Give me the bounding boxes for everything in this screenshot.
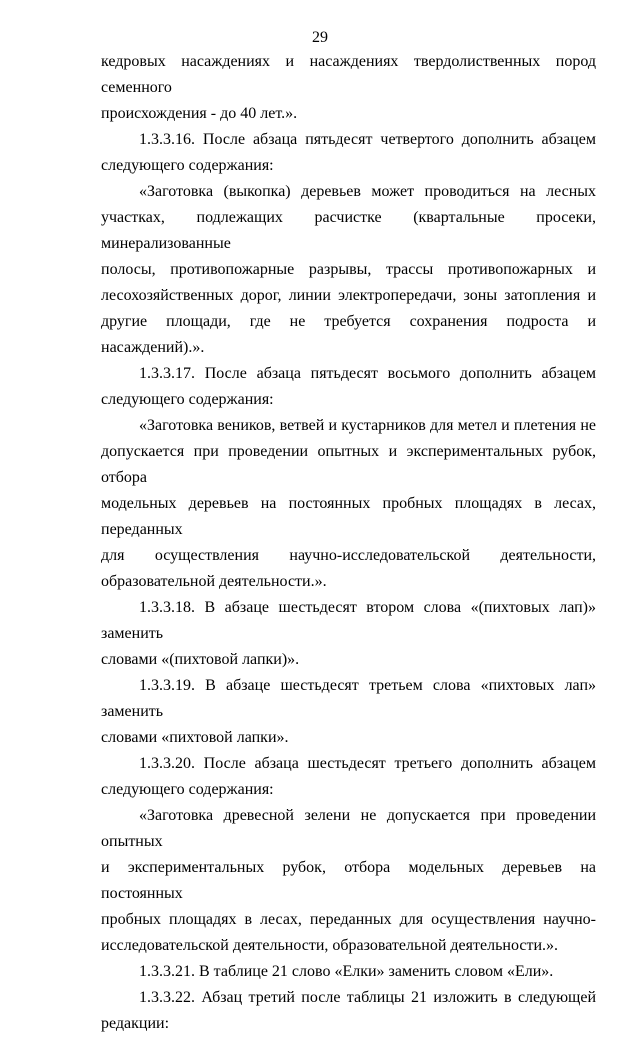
paragraph-quote-drevesnaya-zelen [101, 803, 596, 959]
text-line: 1.3.3.19. В абзаце шестьдесят третьем слова «пихтовых лап» заменить [101, 677, 596, 720]
text-line: следующего содержания: [101, 157, 274, 174]
text-line: участках, подлежащих расчистке (квартальные просеки, минерализованные [101, 209, 596, 252]
paragraph-continuation [101, 49, 596, 127]
text-line: допускается при проведении опытных и экспериментальных рубок, отбора [101, 443, 596, 486]
document-body [101, 49, 596, 1037]
paragraph-quote-veniki [101, 413, 596, 595]
text-line: 1.3.3.22. Абзац третий после таблицы 21 изложить в следующей [139, 989, 596, 1006]
text-line: следующего содержания: [101, 391, 274, 408]
text-line: 1.3.3.17. После абзаца пятьдесят восьмого дополнить абзацем [139, 365, 596, 382]
text-line: 1.3.3.20. После абзаца шестьдесят третьего дополнить абзацем [139, 755, 596, 772]
text-line: лесохозяйственных дорог, линии электропередачи, зоны затопления и [101, 287, 596, 304]
paragraph-1-3-3-18 [101, 595, 596, 673]
text-line: словами «пихтовой лапки». [101, 729, 289, 746]
text-line: другие площади, где не требуется сохранения подроста и насаждений).». [101, 313, 596, 356]
paragraph-quote-vykopka [101, 179, 596, 361]
paragraph-1-3-3-19 [101, 673, 596, 751]
text-line: и экспериментальных рубок, отбора модельных деревьев на постоянных [101, 859, 596, 902]
text-line: для осуществления научно-исследовательской деятельности, [101, 547, 596, 564]
text-line: 1.3.3.18. В абзаце шестьдесят втором слова «(пихтовых лап)» заменить [101, 599, 596, 642]
text-line: редакции: [101, 1015, 170, 1032]
page-number: 29 [312, 29, 328, 46]
text-line: кедровых насаждениях и насаждениях твердолиственных пород семенного [101, 53, 596, 96]
text-line: образовательной деятельности.». [101, 573, 327, 590]
paragraph-1-3-3-16 [101, 127, 596, 179]
text-line: 1.3.3.21. В таблице 21 слово «Елки» заменить словом «Ели». [139, 963, 554, 980]
paragraph-1-3-3-22 [101, 985, 596, 1037]
text-line: «Заготовка веников, ветвей и кустарников для метел и плетения не [139, 417, 596, 434]
paragraph-1-3-3-17 [101, 361, 596, 413]
text-line: происхождения - до 40 лет.». [101, 105, 298, 122]
text-line: модельных деревьев на постоянных пробных площадях в лесах, переданных [101, 495, 596, 538]
text-line: следующего содержания: [101, 781, 274, 798]
paragraph-1-3-3-21 [101, 959, 596, 985]
text-line: пробных площадях в лесах, переданных для осуществления научно- [101, 911, 596, 928]
text-line: полосы, противопожарные разрывы, трассы противопожарных и [101, 261, 596, 278]
text-line: словами «(пихтовой лапки)». [101, 651, 300, 668]
text-line: «Заготовка (выкопка) деревьев может проводиться на лесных [139, 183, 596, 200]
text-line: «Заготовка древесной зелени не допускается при проведении опытных [101, 807, 596, 850]
text-line: исследовательской деятельности, образовательной деятельности.». [101, 937, 558, 954]
text-line: 1.3.3.16. После абзаца пятьдесят четвертого дополнить абзацем [139, 131, 596, 148]
paragraph-1-3-3-20 [101, 751, 596, 803]
